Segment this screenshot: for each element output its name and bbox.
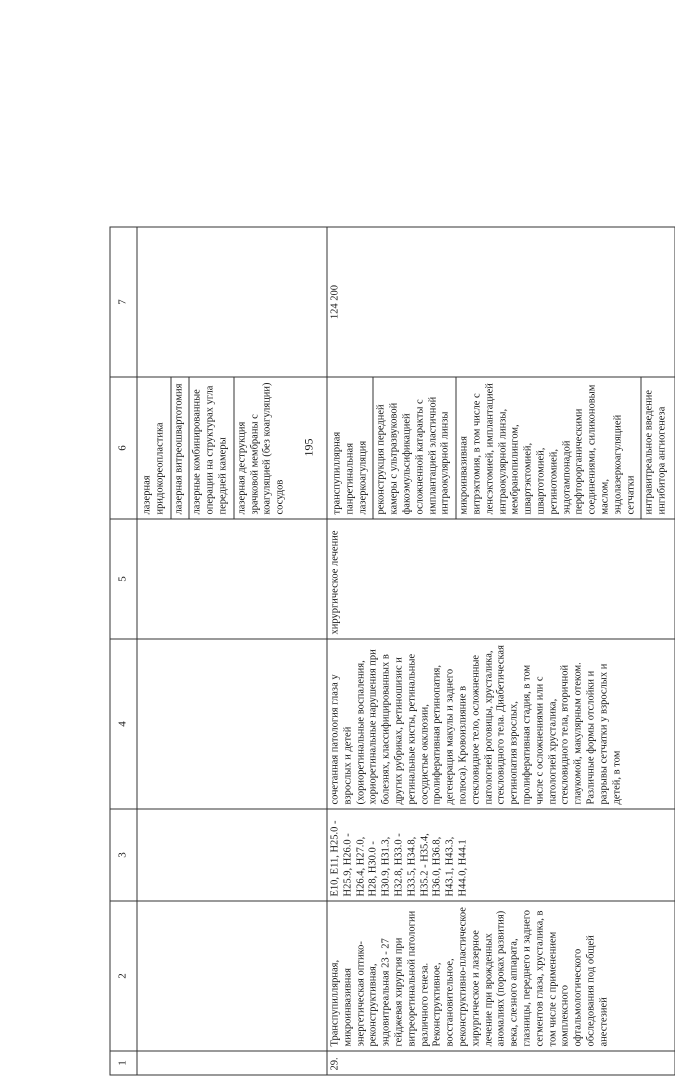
prev-row-codes bbox=[137, 809, 327, 901]
header-cell-6: 6 bbox=[110, 377, 137, 519]
prev-row-name bbox=[137, 901, 327, 1051]
row-29-model: сочетанная патология глаза у взрослых и детей (хориоретинальные воспаления, хориоретинальные нарушения при болезнях, классифицированных в других рубриках, ретиношизис и ретинальные кисты, ретинальные сосудистые окклюзии, пролиферативная ретинопатия, дегенерация макулы и заднего полюса). Кровоизлияние в стекловидное тело, осложненные патологией роговицы, хрусталика, стекловидного тела. Диабетическая ретинопатия взрослых, пролиферативная стадия, в том числе с осложнениями или с патологией хрусталика, стекловидного тела, вторичной глаукомой, макулярным отеком. Различные формы отслойки и разрывы сетчатки у взрослых и детей, в том bbox=[327, 639, 675, 809]
row-29-codes: E10, E11, H25.0 - H25.9, H26.0 - H26.4, H27.0, H28, H30.0 - H30.9, H31.3, H32.8, H33.0 - H33.5, H34.8, H35.2 - H35.4, H36.0, H36.8, H43.1, H43.3, H44.0, H44.1 bbox=[327, 809, 675, 901]
method-item: микроинвазивная витрэктомия, в том числе с ленсэктомией, имплантацией интраокулярной линзы, мембранопилингом, швартэктомией, швартотомией, ретинотомией, эндотампонадой перфторорганическими соединениями, силиконовым маслом, эндолазеркоагуляцией сетчатки bbox=[457, 378, 642, 519]
header-cell-1: 1 bbox=[110, 1051, 137, 1075]
rotated-table-canvas bbox=[110, 228, 637, 1076]
header-cell-7: 7 bbox=[110, 227, 137, 377]
row-29 bbox=[327, 227, 675, 1075]
row-29-price: 124 200 bbox=[327, 227, 675, 377]
header-cell-3: 3 bbox=[110, 809, 137, 901]
method-item: лазерная витреошвартотомия bbox=[171, 378, 190, 519]
page-number: 195 bbox=[302, 439, 317, 457]
method-item: лазерная иридокореопластика bbox=[140, 378, 172, 519]
row-29-methods bbox=[327, 377, 675, 519]
header-row bbox=[110, 227, 137, 1075]
treatment-table bbox=[110, 227, 675, 1076]
method-item: лазерные комбинированные операции на структурах угла передней камеры bbox=[190, 378, 234, 519]
method-item: реконструкция передней камеры с ультразвуковой факоэмульсификацией осложненной катаракты с имплантацией эластичной интраокулярной линзы bbox=[374, 378, 457, 519]
prev-row-num bbox=[137, 1051, 327, 1075]
method-item: интравитреальное введение ингибитора ангиогенеза bbox=[642, 378, 673, 519]
header-cell-4: 4 bbox=[110, 639, 137, 809]
header-cell-2: 2 bbox=[110, 901, 137, 1051]
method-item: лазерная деструкция зрачковой мембраны с коагуляцией (без коагуляции) сосудов bbox=[234, 378, 290, 519]
prev-row bbox=[137, 227, 327, 1075]
row-29-num: 29. bbox=[327, 1051, 675, 1075]
row-29-name: Транспупиллярная, микроинвазивная энергетическая оптико-реконструктивная, эндовитреальная 23 - 27 гейджевая хирургия при витреоретинальной патологии различного генеза. Реконструктивное, восстановительное, реконструктивно-пластическое хирургическое и лазерное лечение при врожденных аномалиях (пороках развития) века, слезного аппарата, глазницы, переднего и заднего сегментов глаза, хрусталика, в том числе с применением комплексного офтальмологического обследования под общей анестезией bbox=[327, 901, 675, 1051]
prev-row-methods bbox=[137, 377, 327, 519]
method-item: транспупиллярная панретинальная лазеркоагуляция bbox=[330, 378, 374, 519]
prev-row-model bbox=[137, 639, 327, 809]
row-29-treatment: хирургическое лечение bbox=[327, 519, 675, 639]
header-cell-5: 5 bbox=[110, 519, 137, 639]
prev-row-price bbox=[137, 227, 327, 377]
prev-row-treatment bbox=[137, 519, 327, 639]
